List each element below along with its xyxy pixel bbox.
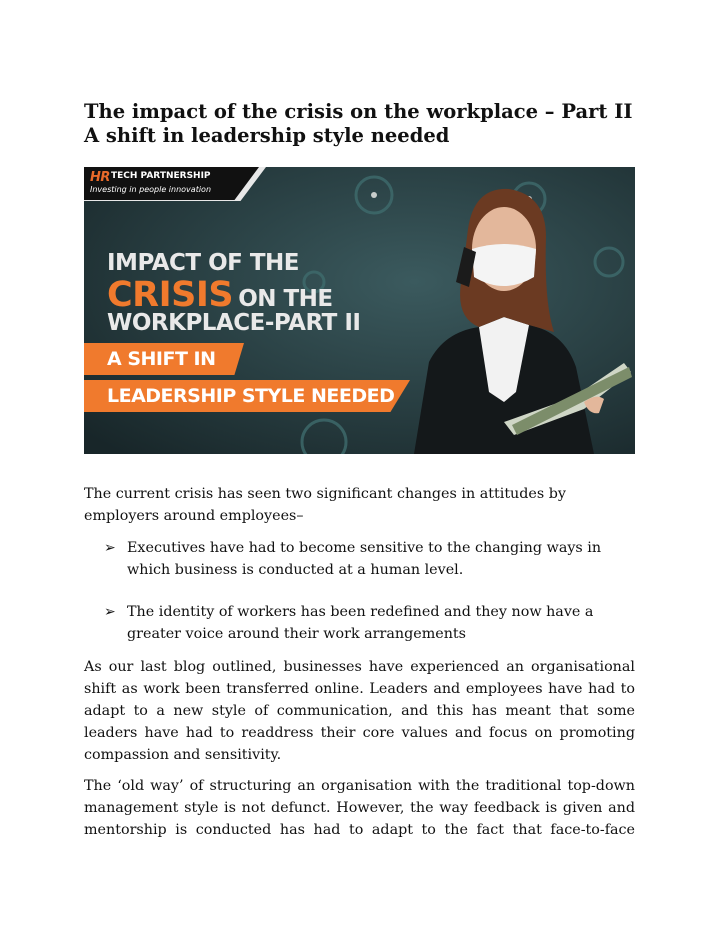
- body-paragraph-1: As our last blog outlined, businesses have experienced an organisational shift as work been transferred online. Leaders and employees have had to adapt to a new style of communication, and this has meant that some leaders have had to readdress their core values and focus on promoting compassion and sensitivity.: [84, 659, 635, 763]
- bullet-text: Executives have had to become sensitive to the changing ways in which business is conducted at a human level.: [127, 540, 602, 578]
- arrow-bullet-icon: ➢: [104, 604, 116, 620]
- banner-headline-line-2: [107, 275, 333, 315]
- title-line-1: The impact of the crisis on the workplace – Part II: [84, 100, 633, 123]
- banner-headline-on-the: ON THE: [238, 286, 333, 312]
- banner-headline-line-3: WORKPLACE-PART II: [107, 310, 361, 336]
- logo-hr-mark: HR: [90, 170, 110, 185]
- banner-strip-text-1: A SHIFT IN: [107, 348, 216, 370]
- title-line-2: A shift in leadership style needed: [84, 124, 450, 147]
- arrow-bullet-icon: ➢: [104, 540, 116, 556]
- intro-paragraph: The current crisis has seen two significant changes in attitudes by employers around employees–: [84, 486, 566, 524]
- bullet-list-1: [104, 537, 624, 581]
- banner-headline-crisis: CRISIS: [107, 275, 234, 315]
- document-title: [84, 100, 644, 148]
- list-item: [104, 537, 624, 581]
- banner-headline-line-1: IMPACT OF THE: [107, 250, 299, 276]
- bullet-text: The identity of workers has been redefined and they now have a greater voice around their work arrangements: [127, 604, 594, 642]
- bullet-list-2: [104, 601, 624, 645]
- hero-banner-image: [84, 167, 635, 454]
- body-paragraph-2: The ‘old way’ of structuring an organisation with the traditional top-down management style is not defunct. However, the way feedback is given and mentorship is conducted has had to adapt to the fact that face-to-face: [84, 778, 635, 838]
- logo-company-name: TECH PARTNERSHIP: [111, 171, 211, 181]
- banner-strip-text-2: LEADERSHIP STYLE NEEDED: [107, 385, 395, 407]
- list-item: [104, 601, 624, 645]
- logo-tagline: Investing in people innovation: [90, 185, 212, 194]
